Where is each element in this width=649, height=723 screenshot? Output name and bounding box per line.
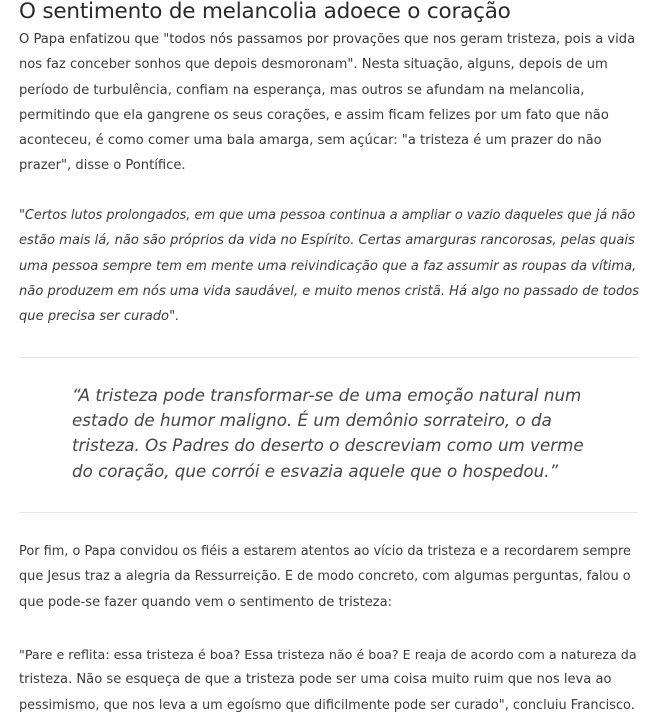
paragraph-line: aconteceu, é como comer uma bala amarga, sem açúcar: "a tristeza é um prazer do não [19,133,602,149]
paragraph-1 [19,27,639,179]
pull-quote-line: “A tristeza pode transformar-se de uma emoção natural num [72,385,582,405]
paragraph-line: que pode-se fazer quando vem o sentimento de tristeza: [19,594,393,610]
paragraph-4 [19,642,639,718]
paragraph-line: O Papa enfatizou que "todos nós passamos por provações que nos geram tristeza, pois a vida [19,32,636,47]
pull-quote-line: do coração, que corrói e esvazia aquele que o hospedou.” [72,460,559,481]
section-heading: O sentimento de melancolia adoece o coração [19,0,511,24]
paragraph-line: que precisa ser curado". [19,309,180,325]
paragraph-line: "Pare e reflita: essa tristeza é boa? Essa tristeza não é boa? E reaja de acordo com a natureza da [19,647,637,662]
paragraph-line: permitindo que ela gangrene os seus corações, e assim ficam felizes por um fato que não [19,107,609,123]
paragraph-line: Por fim, o Papa convidou os fiéis a estarem atentos ao vício da tristeza e a recordarem sempre [19,544,631,559]
paragraph-line: pessimismo, que nos leva a um egoísmo que dificilmente pode ser curado", concluiu Francisco. [19,697,635,713]
pull-quote-line: estado de humor maligno. É um demônio sorrateiro, o da [72,410,552,431]
divider-bottom [19,512,638,513]
paragraph-line: estão mais lá, não são próprios da vida no Espírito. Certas amarguras rancorosas, pelas quais [19,233,635,249]
paragraph-line: "Certos lutos prolongados, em que uma pessoa continua a ampliar o vazio daqueles que já não [19,208,636,223]
paragraph-line: não produzem em nós uma vida saudável, e muito menos cristã. Há algo no passado de todos [19,283,640,299]
paragraph-2-quote [19,203,639,329]
paragraph-line: período de turbulência, confiam na esperança, mas outros se afundam na melancolia, [19,82,585,98]
pull-quote [72,383,592,484]
divider-top [19,357,638,358]
paragraph-line: prazer", disse o Pontífice. [19,158,186,174]
paragraph-line: uma pessoa sempre tem em mente uma reivindicação que a faz assumir as roupas da vítima, [19,258,637,274]
paragraph-line: nos faz conceber sonhos que depois desmoronam". Nesta situação, alguns, depois de um [19,57,608,73]
paragraph-line: tristeza. Não se esqueça de que a tristeza pode ser uma coisa muito ruim que nos leva ao [19,672,612,688]
paragraph-3 [19,539,639,615]
pull-quote-line: tristeza. Os Padres do deserto o descreviam como um verme [72,435,584,456]
paragraph-line: que Jesus traz a alegria da Ressurreição. E de modo concreto, com algumas perguntas, falou o [19,569,631,585]
